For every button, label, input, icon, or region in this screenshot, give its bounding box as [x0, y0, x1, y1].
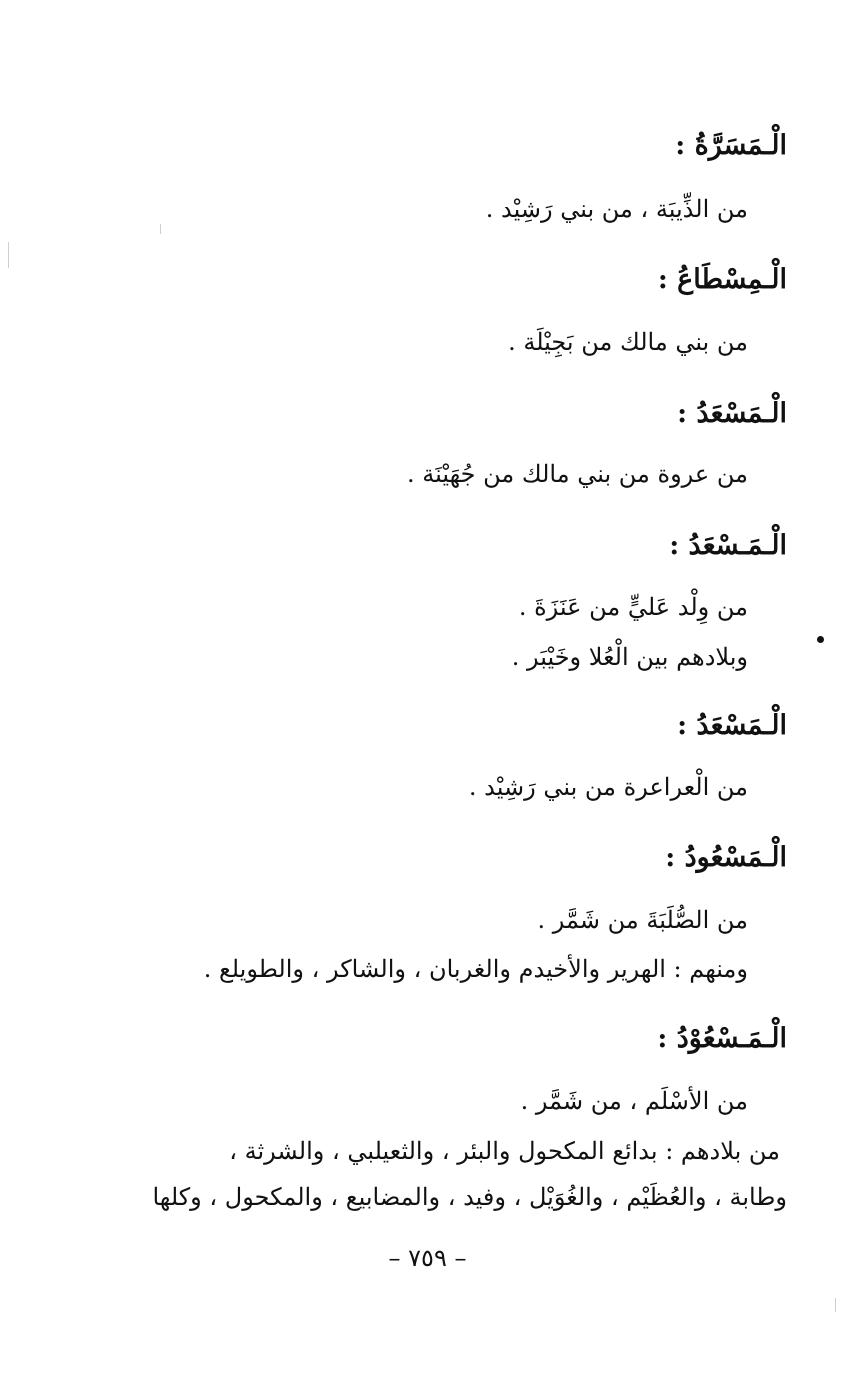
entry-heading: الْـمَسْعُودُ :: [665, 842, 787, 873]
entry-text-line: من بني مالك من بَجِيْلَة .: [508, 328, 748, 356]
page-number: – ٧٥٩ –: [388, 1244, 467, 1272]
entry-heading: الْـمَسْعَدُ :: [677, 710, 787, 741]
entry-heading: الْـمَـسْعَدُ :: [669, 530, 787, 561]
entry-text-line: وطابة ، والعُظَيْم ، والغُوَيْل ، وفيد ، والمضابيع ، والمكحول ، وكلها: [152, 1183, 787, 1211]
entry-text-line: من الصُّلَبَةَ من شَمَّر .: [537, 906, 748, 934]
entry-heading: الْـمَـسْعُوْدُ :: [657, 1023, 787, 1054]
entry-heading: الْـمِسْطَاعُ :: [657, 264, 787, 295]
entry-heading: الْـمَسَرَّةُ :: [675, 130, 787, 161]
scan-speck: [8, 242, 9, 268]
entry-text-line: من وِلْد عَليٍّ من عَنَزَةَ .: [518, 593, 748, 621]
entry-text-line: من عروة من بني مالك من جُهَيْنَة .: [406, 460, 748, 488]
margin-dot-mark: [817, 636, 824, 643]
scan-speck: [160, 224, 161, 234]
entry-heading: الْـمَسْعَدُ :: [677, 398, 787, 429]
scan-speck: [835, 1298, 836, 1312]
entry-text-line: وبلادهم بين الْعُلا وخَيْبَر .: [511, 643, 748, 671]
entry-text-line: من بلادهم : بدائع المكحول والبئر ، والثعيلبي ، والشرثة ،: [229, 1137, 780, 1165]
entry-text-line: من الْعراعرة من بني رَشِيْد .: [468, 773, 748, 801]
entry-text-line: ومنهم : الهرير والأخيدم والغربان ، والشاكر ، والطويلع .: [203, 955, 748, 983]
entry-text-line: من الأسْلَم ، من شَمَّر .: [520, 1087, 748, 1115]
entry-text-line: من الذِّيبَة ، من بني رَشِيْد .: [485, 195, 748, 223]
